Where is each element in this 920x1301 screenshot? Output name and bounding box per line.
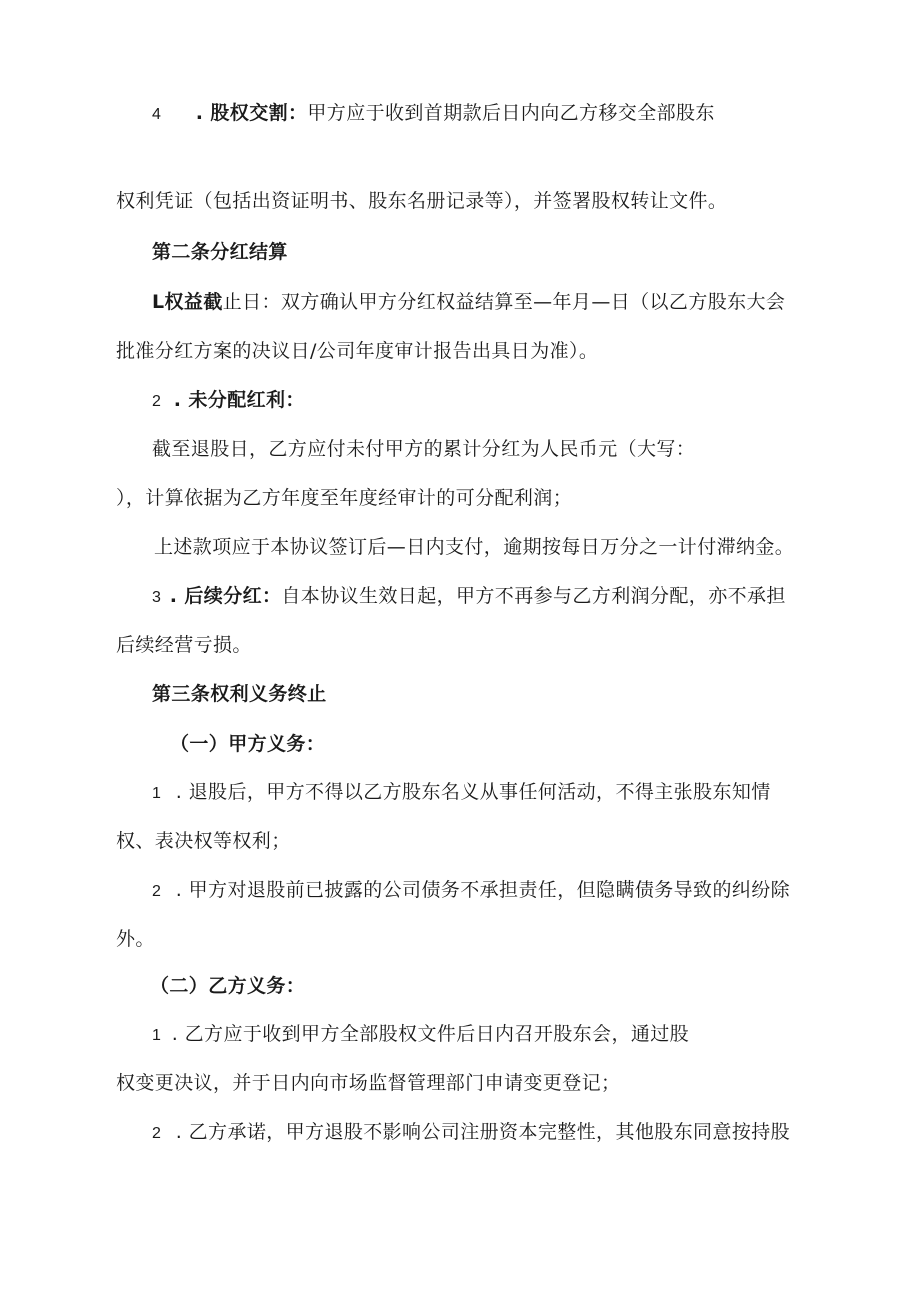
- clause-label: . 未分配红利：: [173, 389, 305, 411]
- paragraph-line: [116, 829, 291, 853]
- paragraph-text: 截至退股日，乙方应付未付甲方的累计分红为人民币元（大写：: [152, 438, 696, 460]
- section-heading-text: 第三条权利义务终止: [152, 683, 327, 705]
- paragraph-text: 权利凭证（包括出资证明书、股东名册记录等），并签署股权转让文件。: [116, 190, 728, 212]
- paragraph-line: [116, 339, 598, 363]
- section-heading-text: 第二条分红结算: [152, 241, 288, 263]
- clause-text: . 甲方对退股前已披露的公司债务不承担责任，但隐瞒债务导致的纠纷除: [175, 879, 791, 901]
- paragraph-text: 后续经营亏损。: [116, 634, 252, 656]
- paragraph-text: 权变更决议，并于日内向市场监督管理部门申请变更登记；: [116, 1072, 621, 1094]
- clause-label: 权益截: [164, 291, 223, 313]
- paragraph-text: 上述款项应于本协议签订后—日内支付，逾期按每日万分之一计付滞纳金。: [154, 536, 795, 558]
- clause-4-line: [152, 101, 715, 127]
- clause-text: . 乙方应于收到甲方全部股权文件后日内召开股东会，通过股: [171, 1023, 690, 1045]
- subsection-heading-text: （二）乙方义务：: [150, 975, 306, 997]
- clause-number: 1: [152, 1027, 162, 1044]
- subsection-heading-party-a: [170, 732, 325, 756]
- subsection-heading-text: （一）甲方义务：: [170, 733, 326, 755]
- obligation-2-line: [152, 878, 790, 904]
- clause-1-line: [152, 290, 785, 314]
- paragraph-line: [116, 927, 155, 951]
- clause-number: 1: [152, 785, 162, 802]
- clause-label: . 股权交割：: [195, 102, 308, 124]
- clause-text: . 乙方承诺，甲方退股不影响公司注册资本完整性，其他股东同意按持股: [175, 1121, 791, 1143]
- paragraph-line: [116, 189, 727, 213]
- paragraph-text: 批准分红方案的决议日/公司年度审计报告出具日为准）。: [116, 340, 599, 362]
- clause-text: 自本协议生效日起，甲方不再参与乙方利润分配，亦不承担: [281, 585, 786, 607]
- paragraph-line: [154, 535, 794, 559]
- clause-number: 2: [152, 1125, 162, 1142]
- clause-number: 2: [152, 883, 162, 900]
- subsection-heading-party-b: [150, 974, 305, 998]
- obligation-1-line: [152, 1022, 689, 1048]
- paragraph-line: [116, 486, 572, 510]
- clause-text: . 退股后，甲方不得以乙方股东名义从事任何活动，不得主张股东知情: [175, 781, 771, 803]
- paragraph-line: [116, 633, 252, 657]
- clause-text: 甲方应于收到首期款后日内向乙方移交全部股东: [307, 102, 715, 124]
- clause-prefix: L: [152, 291, 165, 313]
- paragraph-text: 外。: [116, 928, 155, 950]
- clause-number: 2: [152, 393, 162, 410]
- clause-3-line: [152, 584, 786, 610]
- paragraph-text: ），计算依据为乙方年度至年度经审计的可分配利润；: [116, 487, 573, 509]
- clause-text: 止日：双方确认甲方分红权益结算至—年月—日（以乙方股东大会: [222, 291, 786, 313]
- obligation-2-line: [152, 1120, 790, 1146]
- paragraph-line: [152, 437, 695, 461]
- clause-2-line: [152, 388, 305, 414]
- paragraph-text: 权、表决权等权利；: [116, 830, 291, 852]
- clause-number: 3: [152, 589, 162, 606]
- obligation-1-line: [152, 780, 771, 806]
- paragraph-line: [116, 1071, 620, 1095]
- section-heading-article-2: [152, 240, 288, 264]
- clause-number: 4: [152, 106, 162, 123]
- section-heading-article-3: [152, 682, 327, 706]
- clause-label: . 后续分红：: [169, 585, 282, 607]
